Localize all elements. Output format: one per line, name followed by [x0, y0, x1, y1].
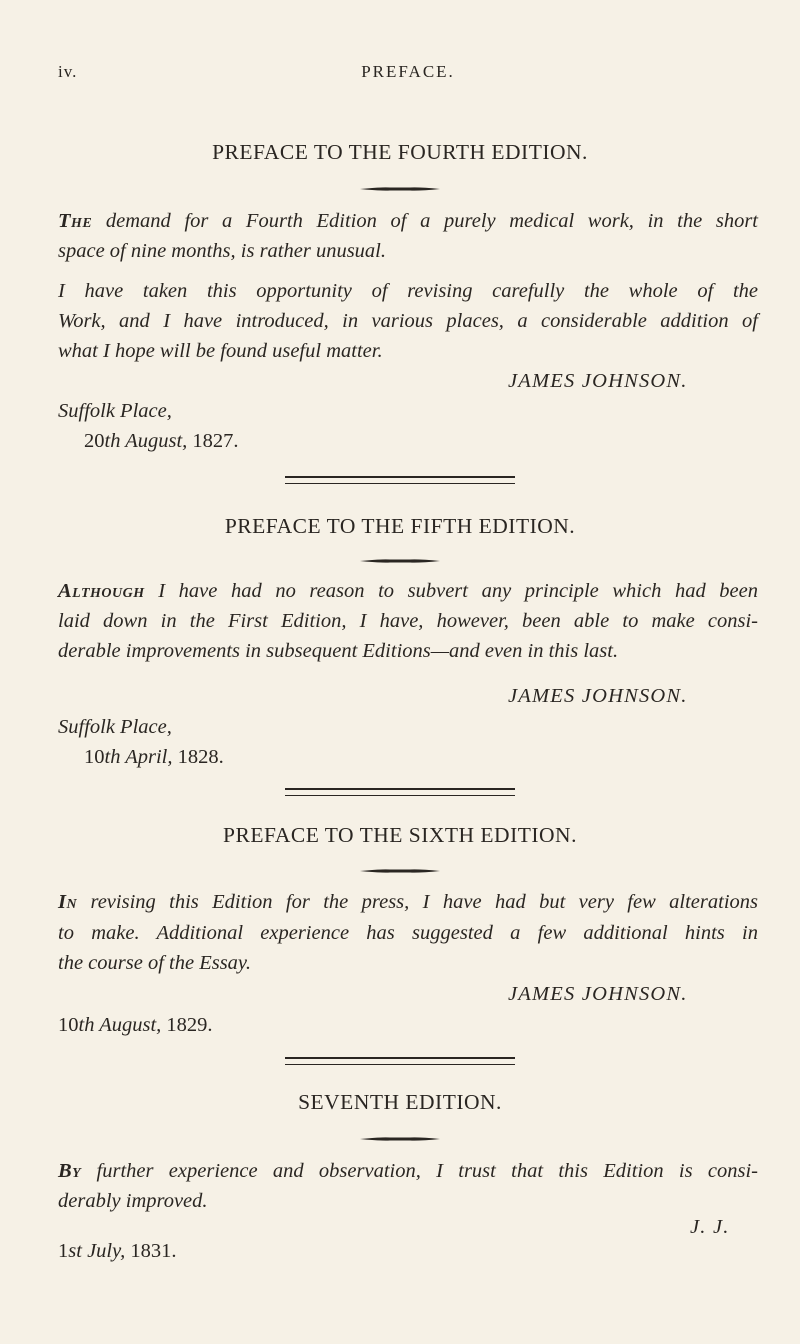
ornament-divider: [360, 186, 440, 192]
section-title-sixth-edition: PREFACE TO THE SIXTH EDITION.: [223, 823, 577, 847]
ornament-divider: [360, 1136, 440, 1142]
section-rule: [285, 1057, 515, 1065]
page-number: iv.: [58, 62, 78, 81]
paragraph-line: Although I have had no reason to subvert any principle which had been: [58, 580, 759, 602]
running-head-title: PREFACE.: [361, 62, 455, 81]
section-rule: [285, 476, 515, 484]
paragraph-line: In revising this Edition for the press, I have had but very few alterations: [58, 891, 758, 913]
paragraph-line: to make. Additional experience has suggested a few additional hints in: [58, 922, 758, 944]
section-title-seventh-edition: SEVENTH EDITION.: [298, 1090, 502, 1114]
lead-word: Although: [58, 580, 145, 602]
paragraph-line: derably improved.: [58, 1190, 208, 1212]
date-line: 20th August, 1827.: [84, 430, 239, 452]
paragraph-line: By further experience and observation, I trust that this Edition is consi-: [58, 1160, 759, 1182]
place-line: Suffolk Place,: [58, 716, 172, 738]
paragraph-line: The demand for a Fourth Edition of a purely medical work, in the short: [58, 210, 758, 232]
paragraph-line: I have taken this opportunity of revising carefully the whole of the: [58, 280, 758, 302]
date-line: 1st July, 1831.: [58, 1240, 177, 1262]
ornament-divider: [360, 868, 440, 874]
lead-word: By: [58, 1160, 82, 1182]
signature: JAMES JOHNSON.: [508, 370, 688, 392]
paragraph-line: space of nine months, is rather unusual.: [58, 240, 386, 262]
signature: JAMES JOHNSON.: [508, 685, 688, 707]
section-title-fifth-edition: PREFACE TO THE FIFTH EDITION.: [224, 514, 576, 538]
date-line: 10th April, 1828.: [84, 746, 224, 768]
lead-word: In: [58, 891, 78, 913]
place-line: Suffolk Place,: [58, 400, 172, 422]
paragraph-line: Work, and I have introduced, in various places, a considerable addition of: [58, 310, 758, 332]
signature: JAMES JOHNSON.: [508, 983, 688, 1005]
paragraph-line: what I hope will be found useful matter.: [58, 340, 383, 362]
section-rule: [285, 788, 515, 796]
section-title-fourth-edition: PREFACE TO THE FOURTH EDITION.: [212, 140, 588, 164]
paragraph-line: the course of the Essay.: [58, 952, 252, 974]
paragraph-line: laid down in the First Edition, I have, however, been able to make consi-: [58, 610, 758, 632]
date-line: 10th August, 1829.: [58, 1014, 213, 1036]
running-head: [58, 62, 758, 92]
paragraph-line: derable improvements in subsequent Editions—and even in this last.: [58, 640, 619, 662]
ornament-divider: [360, 558, 440, 564]
signature: J. J.: [690, 1216, 730, 1238]
lead-word: The: [58, 210, 93, 232]
